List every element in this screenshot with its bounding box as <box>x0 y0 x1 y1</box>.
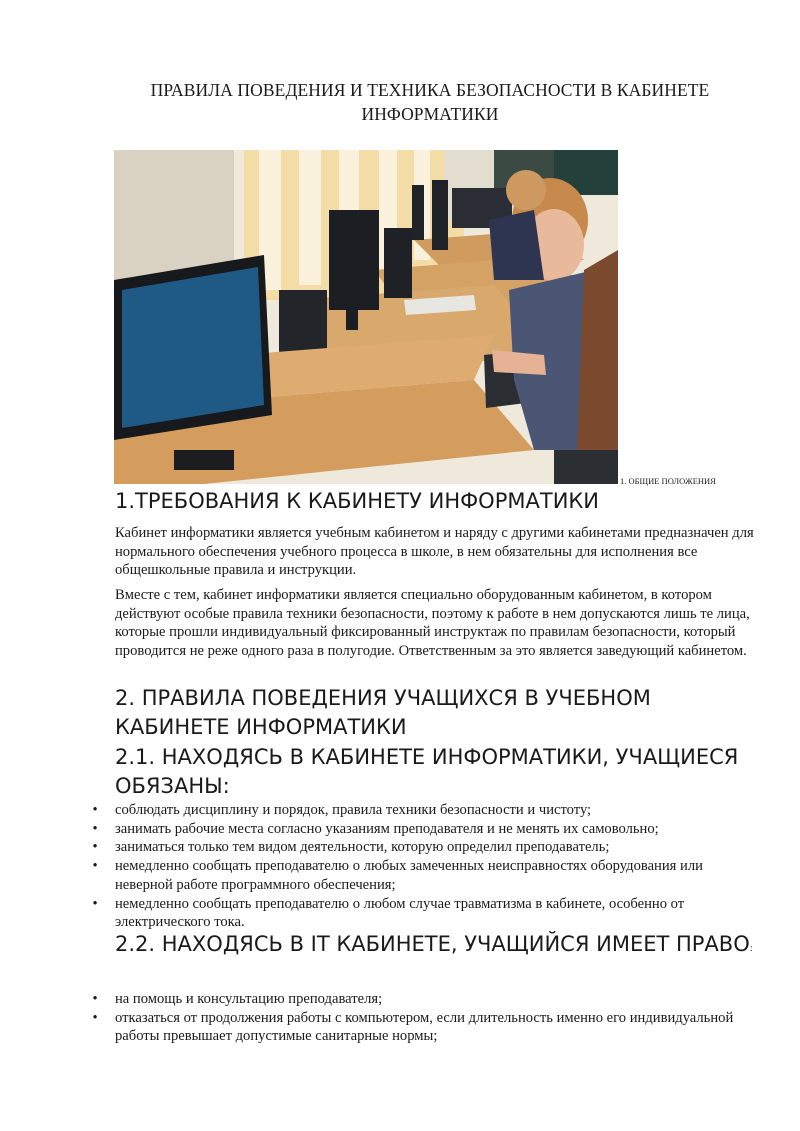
list-item <box>0 838 760 857</box>
section1-heading: 1.ТРЕБОВАНИЯ К КАБИНЕТУ ИНФОРМАТИКИ <box>115 489 600 513</box>
list-item <box>0 820 760 839</box>
list-item-text: отказаться от продолжения работы с компьютером, если длительность именно его индивидуальной работы превышает допустимые санитарные нормы; <box>115 1009 734 1045</box>
section2-2-heading <box>115 930 755 964</box>
section1-paragraph-2: Вместе с тем, кабинет информатики является специально оборудованным кабинетом, в котором действуют особые правила техники безопасности, поэтому к работе в нем допускаются лишь те лица, которые прошли индивидуальный фиксированный инструктаж по правилам безопасности, который проводится не реже одного раза в полугодие. Ответственным за это является заведующий кабинетом. <box>115 587 750 660</box>
list-item-text: на помощь и консультацию преподавателя; <box>115 991 383 1007</box>
classroom-photo-icon <box>114 150 618 484</box>
section2-2-list <box>0 990 760 1046</box>
section2-2-heading-colon: : <box>749 944 753 954</box>
bullet-icon: • <box>92 1009 98 1026</box>
list-item <box>0 801 760 820</box>
section2-2-heading-text: 2.2. НАХОДЯСЬ В IT КАБИНЕТЕ, УЧАЩИЙСЯ ИМЕЕТ ПРАВО <box>115 932 750 956</box>
list-item <box>0 857 760 894</box>
section2-1-list <box>0 801 760 932</box>
list-item <box>0 990 760 1009</box>
bullet-icon: • <box>92 895 98 912</box>
list-item <box>0 1009 760 1046</box>
section2-1-heading: 2.1. НАХОДЯСЬ В КАБИНЕТЕ ИНФОРМАТИКИ, УЧАЩИЕСЯ ОБЯЗАНЫ: <box>115 745 739 798</box>
list-item <box>0 895 760 932</box>
classroom-photo <box>114 150 618 484</box>
document-title: ПРАВИЛА ПОВЕДЕНИЯ И ТЕХНИКА БЕЗОПАСНОСТИ В КАБИНЕТЕ ИНФОРМАТИКИ <box>150 80 710 124</box>
bullet-icon: • <box>92 839 98 856</box>
list-item-text: занимать рабочие места согласно указаниям преподавателя и не менять их самовольно; <box>115 820 659 837</box>
bullet-icon: • <box>92 802 98 818</box>
photo-caption: 1. ОБЩИЕ ПОЛОЖЕНИЯ <box>620 476 716 486</box>
bullet-icon: • <box>92 991 98 1007</box>
list-item-text: немедленно сообщать преподавателю о любом случае травматизма в кабинете, особенно от электрического тока. <box>115 895 685 931</box>
list-item-text: немедленно сообщать преподавателю о любых замеченных неисправностях оборудования или неверной работе программного обеспечения; <box>115 858 703 893</box>
list-item-text: соблюдать дисциплину и порядок, правила техники безопасности и чистоту; <box>115 802 592 818</box>
section2-heading: 2. ПРАВИЛА ПОВЕДЕНИЯ УЧАЩИХСЯ В УЧЕБНОМ КАБИНЕТЕ ИНФОРМАТИКИ <box>115 686 651 739</box>
list-item-text: заниматься только тем видом деятельности, которую определил преподаватель; <box>115 839 610 856</box>
bullet-icon: • <box>92 858 98 875</box>
section1-paragraph-1: Кабинет информатики является учебным кабинетом и наряду с другими кабинетами предназначен для нормального обеспечения учебного процесса в школе, в нем обязательны для исполнения все общешкольные правила и инструкции. <box>115 525 754 579</box>
bullet-icon: • <box>92 820 98 837</box>
